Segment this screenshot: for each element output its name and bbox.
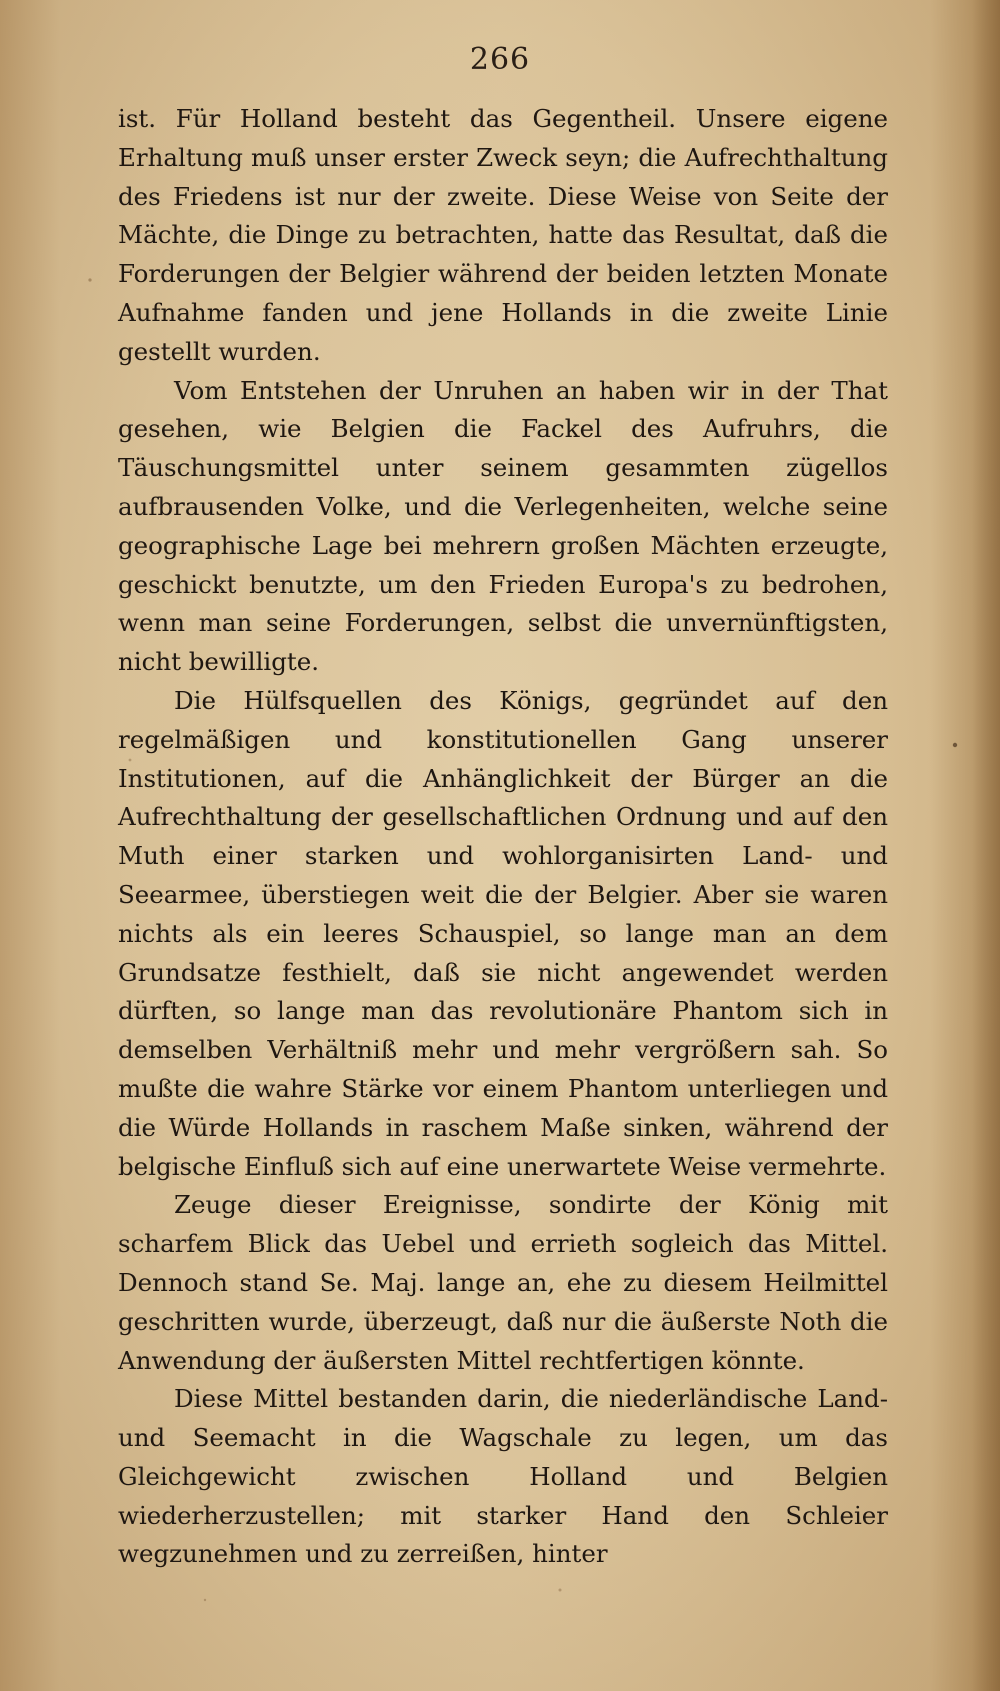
paragraph-5: Diese Mittel bestanden darin, die niederländische Land- und Seemacht in die Wagschale zu legen, um das Gleichgewicht zwischen Holland und Belgien wiederherzustellen; mit starker Hand den Schleier wegzunehmen und zu zerreißen, hinter: [118, 1384, 888, 1569]
page-edge-shadow: [972, 0, 1000, 1691]
page-number: 266: [469, 42, 531, 77]
paragraph-3: Die Hülfsquellen des Königs, gegründet auf den regelmäßigen und konstitutionellen Gang unserer Institutionen, auf die Anhänglichkeit der Bürger an die Aufrechthaltung der gesellschaftlichen Ordnung und auf den Muth einer starken und wohlorganisirten Land- und Seearmee, überstiegen weit die der Belgier. Aber sie waren nichts als ein leeres Schauspiel, so lange man an dem Grundsatze festhielt, daß sie nicht angewendet werden dürften, so lange man das revolutionäre Phantom sich in demselben Verhältniß mehr und mehr vergrößern sah. So mußte die wahre Stärke vor einem Phantom unterliegen und die Würde Hollands in raschem Maße sinken, während der belgische Einfluß sich auf eine unerwartete Weise vermehrte.: [118, 685, 888, 1181]
paragraph-2: Vom Entstehen der Unruhen an haben wir in der That gesehen, wie Belgien die Fackel des Aufruhrs, die Täuschungsmittel unter seinem gesammten zügellos aufbrausenden Volke, und die Verlegenheiten, welche seine geographische Lage bei mehrern großen Mächten erzeugte, geschickt benutzte, um den Frieden Europa's zu bedrohen, wenn man seine Forderungen, selbst die unvernünftigsten, nicht bewilligte.: [118, 375, 888, 677]
body-text: [118, 100, 888, 1574]
paragraph-4: Zeuge dieser Ereignisse, sondirte der König mit scharfem Blick das Uebel und errieth sogleich das Mittel. Dennoch stand Se. Maj. lange an, ehe zu diesem Heilmittel geschritten wurde, überzeugt, daß nur die äußerste Noth die Anwendung der äußersten Mittel rechtfertigen könnte.: [118, 1190, 888, 1375]
paragraph-1: ist. Für Holland besteht das Gegentheil. Unsere eigene Erhaltung muß unser erster Zweck seyn; die Aufrechthaltung des Friedens ist nur der zweite. Diese Weise von Seite der Mächte, die Dinge zu betrachten, hatte das Resultat, daß die Forderungen der Belgier während der beiden letzten Monate Aufnahme fanden und jene Hollands in die zweite Linie gestellt wurden.: [118, 104, 888, 366]
